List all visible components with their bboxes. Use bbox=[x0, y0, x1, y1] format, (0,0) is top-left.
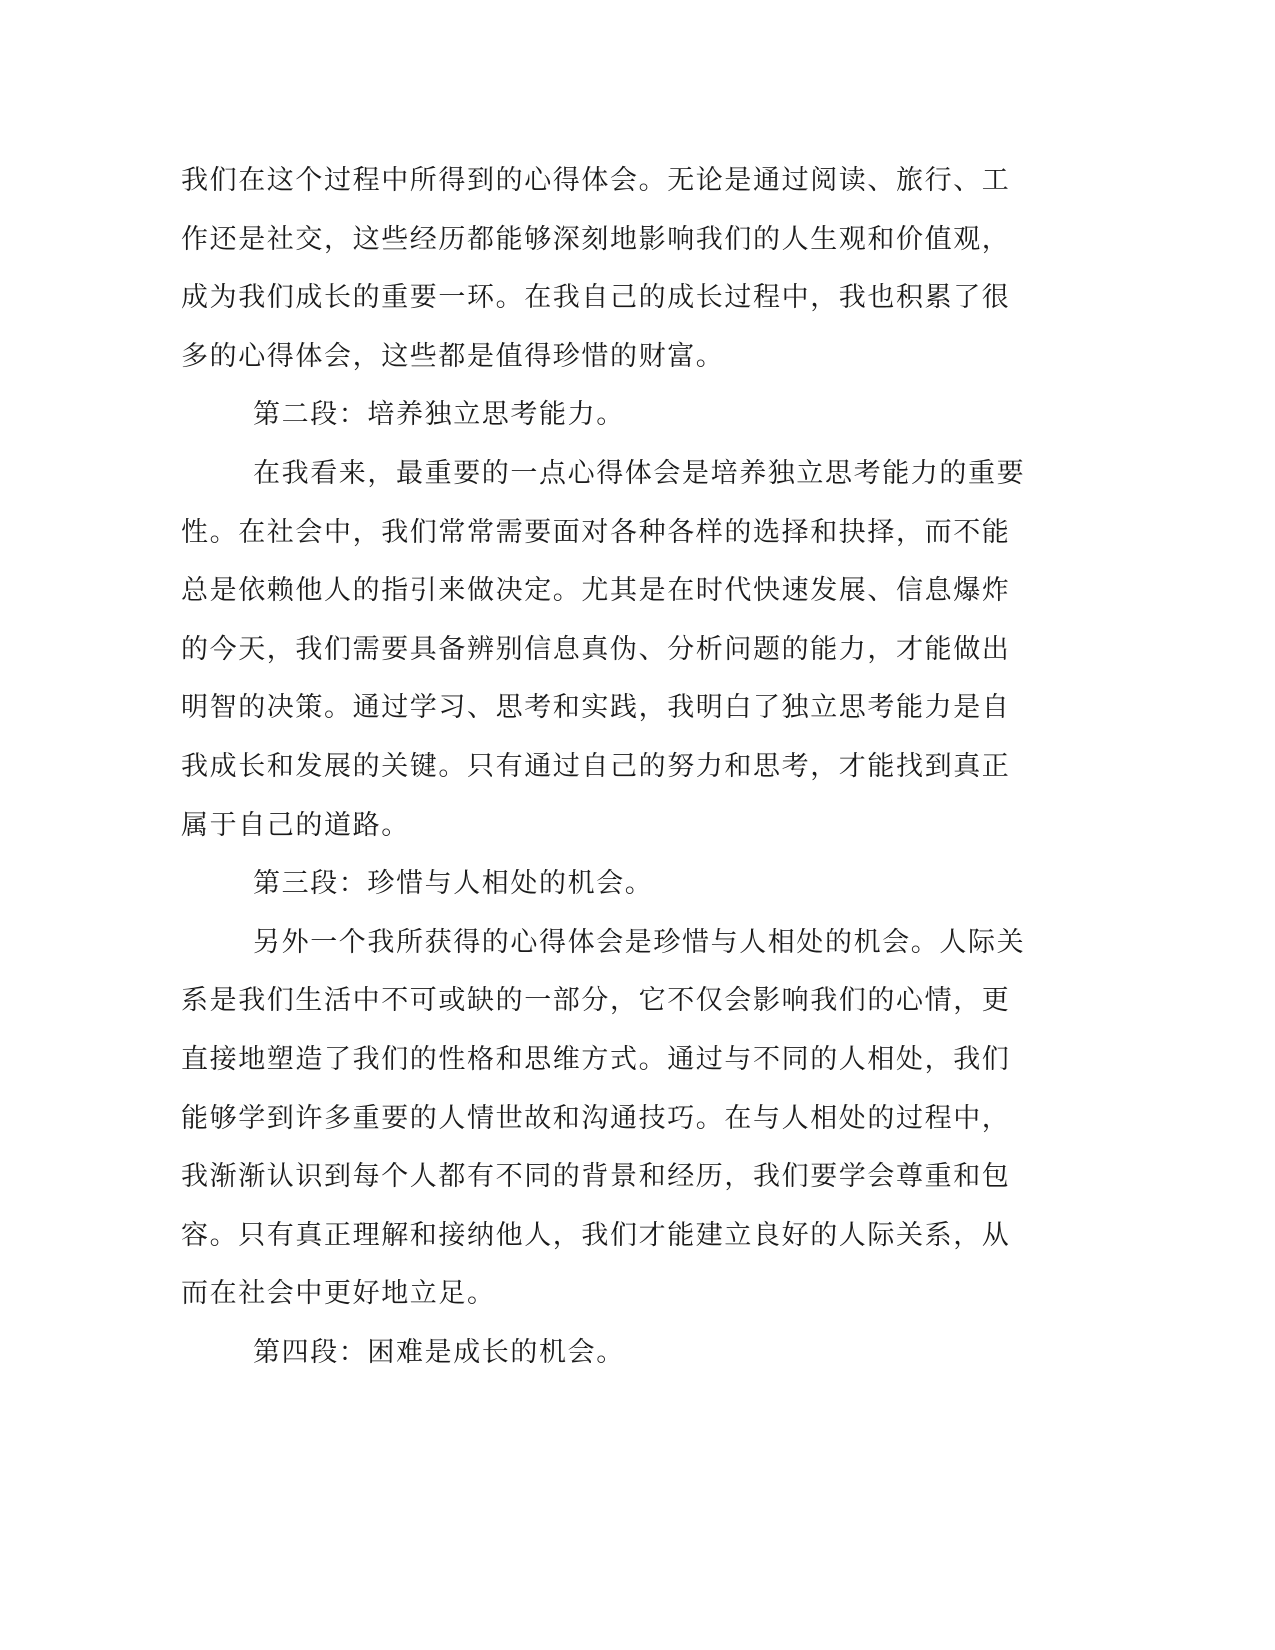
section-heading-4: 第四段：困难是成长的机会。 bbox=[253, 1336, 625, 1368]
paragraph-section-2: 在我看来，最重要的一点心得体会是培养独立思考能力的重要性。在社会中，我们常常需要面对各种各样的选择和抉择，而不能总是依赖他人的指引来做决定。尤其是在时代快速发展、信息爆炸的今天，我们需要具备辨别信息真伪、分析问题的能力，才能做出明智的决策。通过学习、思考和实践，我明白了独立思考能力是自我成长和发展的关键。只有通过自己的努力和思考，才能找到真正属于自己的道路。 bbox=[181, 457, 1026, 841]
section-heading-2: 第二段：培养独立思考能力。 bbox=[253, 399, 625, 431]
paragraph-section-3: 另外一个我所获得的心得体会是珍惜与人相处的机会。人际关系是我们生活中不可或缺的一部分，它不仅会影响我们的心情，更直接地塑造了我们的性格和思维方式。通过与不同的人相处，我们能够学到许多重要的人情世故和沟通技巧。在与人相处的过程中，我渐渐认识到每个人都有不同的背景和经历，我们要学会尊重和包容。只有真正理解和接纳他人，我们才能建立良好的人际关系，从而在社会中更好地立足。 bbox=[181, 926, 1026, 1310]
section-heading-3: 第三段：珍惜与人相处的机会。 bbox=[253, 868, 654, 900]
document-body bbox=[181, 152, 1031, 1382]
paragraph-intro-continuation: 我们在这个过程中所得到的心得体会。无论是通过阅读、旅行、工作还是社交，这些经历都能够深刻地影响我们的人生观和价值观，成为我们成长的重要一环。在我自己的成长过程中，我也积累了很多的心得体会，这些都是值得珍惜的财富。 bbox=[181, 165, 1011, 372]
